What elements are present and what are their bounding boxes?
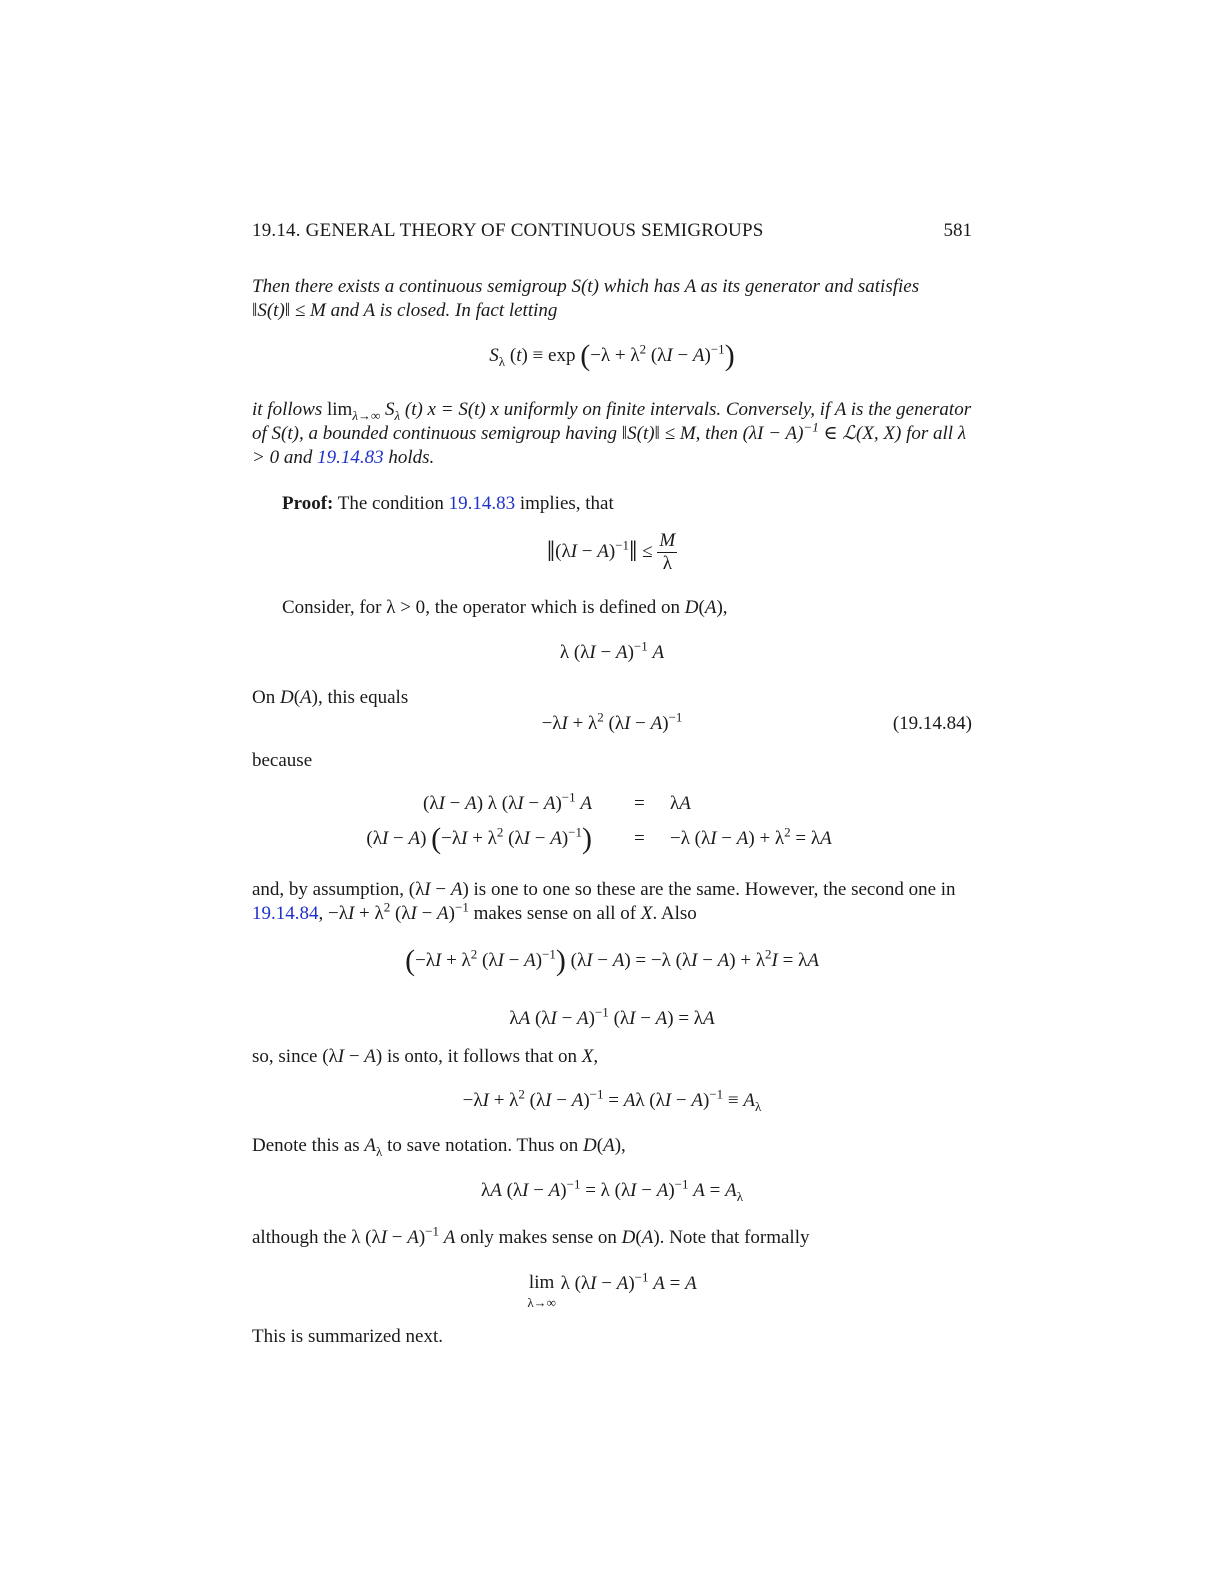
ref-19-14-84[interactable]: 19.14.84 [252, 903, 319, 924]
proof-denote: Denote this as $A_\lambda$ to save notation. Thus on D(A), [252, 1135, 626, 1159]
equation-also-1: ($-\lambda I + \lambda^2$ $(\lambda I - A)^{-1}$) (λI − A) = −λ $(\lambda I - A) + \lambda^2I = \lambda A$ [405, 944, 819, 977]
equation-s-lambda: $S_\lambda$ $(t) \equiv \exp (-\lambda + \lambda^2$ $(\lambda I - A)^{-1}$) [489, 339, 735, 372]
proof-although: although the λ $(\lambda I - A)^{-1}$ A only makes sense on D(A). Note that formally [252, 1223, 810, 1248]
ref-19-14-83[interactable]: 19.14.83 [317, 447, 384, 468]
ref-19-14-83-proof[interactable]: 19.14.83 [448, 493, 516, 514]
proof-on-da: On D(A), this equals [252, 687, 409, 708]
running-header [252, 220, 972, 246]
theorem-statement-2: it follows $\lim_{\lambda\to\infty} S_\lambda$ (t) x = S(t) x uniformly on finite intervals. Conversely, if A is the generator of S(t), a bounded continuous semigroup having ‖S(t)‖ ≤ M, then $(\lambda I - A)^{-1}$ ∈ ℒ(X, X) for all λ > 0 and 19.14.83 holds. [252, 399, 972, 468]
equation-also-2: λA $(\lambda I - A)^{-1}$ (λI − A) = λA [509, 1004, 715, 1029]
proof-onto: so, since (λI − A) is onto, it follows that on X, [252, 1046, 599, 1067]
aligned-equation-row-2: (λI − A) ($-\lambda I + \lambda^2$ $(\lambda I - A)^{-1}$) = −λ $(\lambda I - A) + \lambda^2 = \lambda A$ [366, 822, 832, 855]
proof-because: because [252, 750, 313, 771]
proof-one-to-one: and, by assumption, (λI − A) is one to one so these are the same. However, the second one in 19.14.84, $-\lambda I + \lambda^2$ $(\lambda I - A)^{-1}$ makes sense on all of X. Also [252, 879, 956, 924]
theorem-statement-1: Then there exists a continuous semigroup S(t) which has A as its generator and satisfies ‖S(t)‖ ≤ M and A is closed. In fact letting [252, 276, 920, 321]
equation-19-14-84: $-\lambda I + \lambda^2$ $(\lambda I - A)^{-1}$ (19.14.84) [541, 709, 972, 734]
proof-consider: Consider, for λ > 0, the operator which is defined on D(A), [282, 597, 728, 618]
equation-number: (19.14.84) [892, 713, 972, 734]
equation-resolvent-bound: ‖(λI − A)$^{-1}$‖ ≤ $\frac{M}{\lambda}$ [546, 530, 676, 574]
proof-intro: Proof: The condition 19.14.83 implies, that [282, 493, 614, 514]
section-title: 19.14. GENERAL THEORY OF CONTINUOUS SEMIGROUPS [252, 220, 764, 241]
equation-a-lambda: $-\lambda I + \lambda^2$ $(\lambda I - A)^{-1} = A\lambda$ $(\lambda I - A)^{-1} \equiv A_\lambda$ [462, 1086, 762, 1114]
equation-limit: lim λ→∞ λ $(\lambda I - A)^{-1}$ A = A [527, 1269, 697, 1310]
page-number: 581 [943, 220, 972, 241]
equation-operator: λ $(\lambda I - A)^{-1}$ A [559, 638, 665, 663]
proof-summary: This is summarized next. [252, 1326, 444, 1347]
equation-thus: λA $(\lambda I - A)^{-1} = \lambda$ $(\lambda I - A)^{-1}$ $A = A_\lambda$ [481, 1176, 743, 1204]
proof-label: Proof: [282, 493, 334, 514]
aligned-equation-row-1: (λI − A) λ $(\lambda I - A)^{-1}$ A = λA [423, 789, 691, 814]
